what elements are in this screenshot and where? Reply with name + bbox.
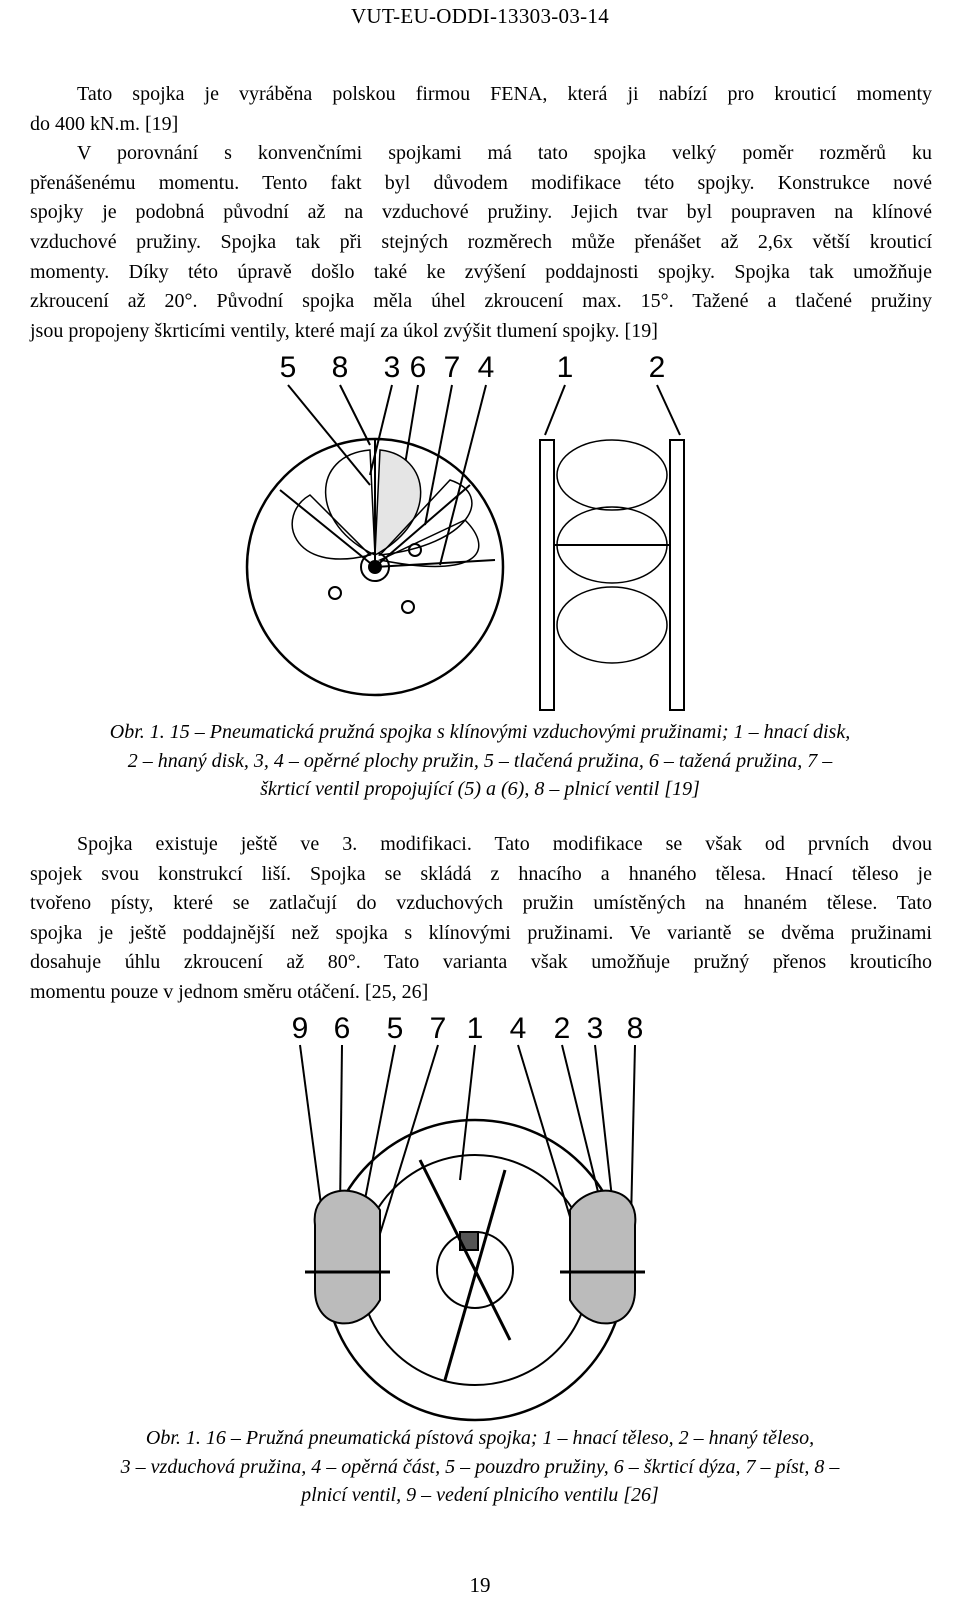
figure-label: 6 <box>333 1012 351 1045</box>
paragraph-line: spojka je ještě poddajnější než spojka s klínovými pružinami. Ve variantě se dvěma pružinami <box>30 921 932 944</box>
figure-label: 5 <box>279 351 297 384</box>
caption-line: škrticí ventil propojující (5) a (6), 8 – plnicí ventil [19] <box>260 778 700 800</box>
paragraph-modification <box>30 830 932 1008</box>
paragraph-line: spojek svou konstrukcí liší. Spojka se skládá z hnacího a hnaného tělesa. Hnací těleso je <box>30 862 932 885</box>
paragraph-line: Spojka existuje ještě ve 3. modifikaci. Tato modifikace se však od prvních dvou <box>77 833 932 855</box>
caption-line: 2 – hnaný disk, 3, 4 – opěrné plochy pružin, 5 – tlačená pružina, 6 – tažená pružina, 7 – <box>127 749 833 772</box>
paragraph-line: tvořeno písty, které se zatlačují do vzduchových pružin umístěných na hnaném tělese. Tato <box>30 892 932 915</box>
caption-line: Obr. 1. 15 – Pneumatická pružná spojka s klínovými vzduchovými pružinami; 1 – hnací disk, <box>109 721 851 743</box>
caption-line: 3 – vzduchová pružina, 4 – opěrná část, 5 – pouzdro pružiny, 6 – škrticí dýza, 7 – píst, 8 – <box>120 1455 840 1478</box>
paragraph-line: spojky je podobná původní až na vzduchové pružiny. Jejich tvar byl poupraven na klínové <box>30 201 932 224</box>
figure-label: 2 <box>553 1012 571 1045</box>
figure-label: 1 <box>466 1012 484 1045</box>
figure-label: 2 <box>648 351 666 384</box>
paragraph-line: jsou propojeny škrticími ventily, které mají za úkol zvýšit tlumení spojky. [19] <box>30 319 658 342</box>
figure-label: 6 <box>409 351 427 384</box>
paragraph-line: V porovnání s konvenčními spojkami má tato spojka velký poměr rozměrů ku <box>77 142 932 165</box>
figure-label: 7 <box>429 1012 447 1045</box>
caption-line: Obr. 1. 16 – Pružná pneumatická pístová spojka; 1 – hnací těleso, 2 – hnaný těleso, <box>145 1427 815 1449</box>
paragraph-line: Tato spojka je vyráběna polskou firmou FENA, která ji nabízí pro krouticí momenty <box>77 83 932 105</box>
figure-piston-coupling <box>270 1010 690 1425</box>
document-header: VUT-EU-ODDI-13303-03-14 <box>350 4 610 28</box>
figure-caption <box>0 718 960 804</box>
figure-label: 1 <box>556 351 574 384</box>
paragraph-line: zkroucení až 20°. Původní spojka měla úhel zkroucení max. 15°. Tažené a tlačené pružiny <box>30 290 932 313</box>
paragraph-line: momentu pouze v jednom směru otáčení. [25, 26] <box>30 980 429 1003</box>
paragraph-line: do 400 kN.m. [19] <box>30 112 179 135</box>
paragraph-line: vzduchové pružiny. Spojka tak při stejných rozměrech může přenášet až 2,6x větší krouticí <box>30 230 932 253</box>
figure-wedge-spring-coupling <box>240 345 720 715</box>
paragraph-intro <box>30 80 932 346</box>
figure-label: 3 <box>586 1012 604 1045</box>
figure-caption <box>0 1424 960 1510</box>
page-number: 19 <box>469 1573 491 1597</box>
figure-label: 4 <box>477 351 495 384</box>
figure-label: 5 <box>386 1012 404 1045</box>
figure-label: 4 <box>509 1012 527 1045</box>
figure-label: 3 <box>383 351 401 384</box>
figure-label: 9 <box>291 1012 309 1045</box>
paragraph-line: momenty. Díky této úpravě došlo také ke zvýšení poddajnosti spojky. Spojka tak umožňuje <box>30 260 932 283</box>
figure-label: 8 <box>331 351 349 384</box>
caption-line: plnicí ventil, 9 – vedení plnicího ventilu [26] <box>301 1484 659 1506</box>
paragraph-line: dosahuje úhlu zkroucení až 80°. Tato varianta však umožňuje pružný přenos krouticího <box>30 951 932 974</box>
paragraph-line: přenášenému momentu. Tento fakt byl důvodem modifikace této spojky. Konstrukce nové <box>30 171 932 194</box>
figure-label: 7 <box>443 351 461 384</box>
figure-label: 8 <box>626 1012 644 1045</box>
